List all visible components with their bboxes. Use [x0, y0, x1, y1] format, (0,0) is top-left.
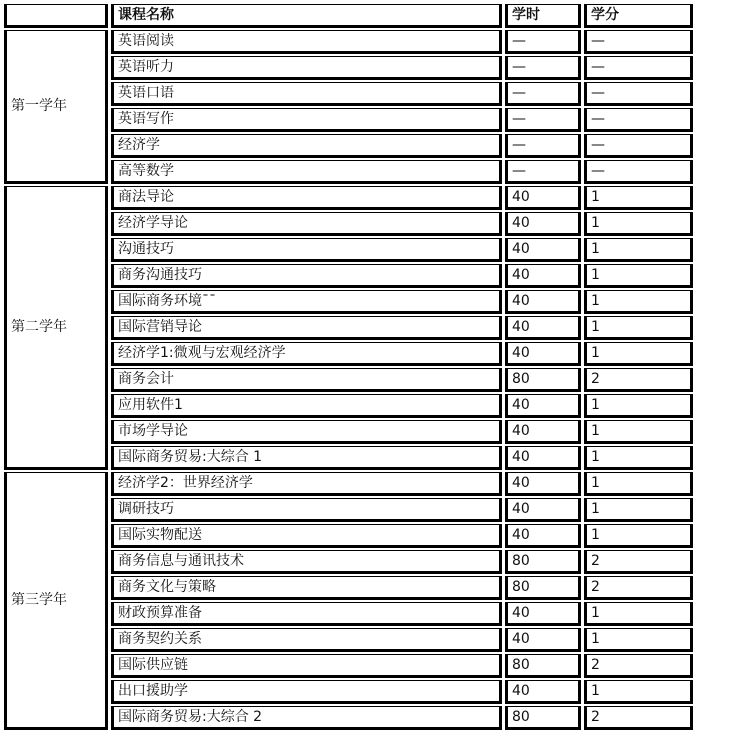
- credits-cell: —: [584, 108, 693, 132]
- table-row: [4, 186, 693, 210]
- credits-cell: 1: [584, 316, 693, 340]
- header-credits: 学分: [584, 4, 693, 28]
- course-name-cell: 沟通技巧: [111, 238, 502, 262]
- hours-cell: 40: [505, 446, 581, 470]
- hours-cell: 40: [505, 394, 581, 418]
- course-name-cell: 国际商务贸易:大综合 1: [111, 446, 502, 470]
- credits-cell: 1: [584, 680, 693, 704]
- course-name-cell: 高等数学: [111, 160, 502, 184]
- course-name-cell: 国际实物配送: [111, 524, 502, 548]
- hours-cell: 40: [505, 680, 581, 704]
- credits-cell: 1: [584, 342, 693, 366]
- course-name-cell: 经济学1:微观与宏观经济学: [111, 342, 502, 366]
- credits-cell: —: [584, 56, 693, 80]
- hours-cell: —: [505, 134, 581, 158]
- course-name-cell: 经济学2：世界经济学: [111, 472, 502, 496]
- credits-cell: —: [584, 82, 693, 106]
- credits-cell: —: [584, 134, 693, 158]
- credits-cell: 2: [584, 550, 693, 574]
- hours-cell: —: [505, 160, 581, 184]
- course-name-cell: 英语口语: [111, 82, 502, 106]
- hours-cell: 80: [505, 654, 581, 678]
- course-name-cell: 商务契约关系: [111, 628, 502, 652]
- hours-cell: —: [505, 108, 581, 132]
- credits-cell: 1: [584, 498, 693, 522]
- year-label: 第三学年: [4, 472, 108, 730]
- hours-cell: —: [505, 30, 581, 54]
- hours-cell: 80: [505, 576, 581, 600]
- credits-cell: 1: [584, 212, 693, 236]
- course-name-cell: 经济学: [111, 134, 502, 158]
- course-name-cell: 国际供应链: [111, 654, 502, 678]
- table-row: [4, 472, 693, 496]
- year-label: 第一学年: [4, 30, 108, 184]
- course-name-cell: 出口援助学: [111, 680, 502, 704]
- course-name-cell: 英语阅读: [111, 30, 502, 54]
- course-name-cell: 调研技巧: [111, 498, 502, 522]
- course-name-cell: 国际商务环境¯¯: [111, 290, 502, 314]
- hours-cell: 40: [505, 524, 581, 548]
- hours-cell: 40: [505, 186, 581, 210]
- credits-cell: 2: [584, 368, 693, 392]
- course-name-cell: 商法导论: [111, 186, 502, 210]
- course-name-cell: 商务沟通技巧: [111, 264, 502, 288]
- curriculum-table: [1, 2, 696, 732]
- year-label: 第二学年: [4, 186, 108, 470]
- credits-cell: —: [584, 160, 693, 184]
- course-name-cell: 英语写作: [111, 108, 502, 132]
- hours-cell: 40: [505, 472, 581, 496]
- hours-cell: 40: [505, 290, 581, 314]
- hours-cell: —: [505, 56, 581, 80]
- course-name-cell: 商务文化与策略: [111, 576, 502, 600]
- credits-cell: 1: [584, 420, 693, 444]
- credits-cell: 1: [584, 394, 693, 418]
- credits-cell: 1: [584, 628, 693, 652]
- credits-cell: 1: [584, 290, 693, 314]
- hours-cell: 40: [505, 420, 581, 444]
- credits-cell: 1: [584, 238, 693, 262]
- credits-cell: 1: [584, 264, 693, 288]
- credits-cell: 1: [584, 524, 693, 548]
- course-name-cell: 国际商务贸易:大综合 2: [111, 706, 502, 730]
- course-name-cell: 商务信息与通讯技术: [111, 550, 502, 574]
- credits-cell: 2: [584, 654, 693, 678]
- course-name-cell: 经济学导论: [111, 212, 502, 236]
- credits-cell: 1: [584, 602, 693, 626]
- header-row: [4, 4, 693, 28]
- hours-cell: 80: [505, 368, 581, 392]
- credits-cell: 1: [584, 186, 693, 210]
- credits-cell: 2: [584, 706, 693, 730]
- course-name-cell: 英语听力: [111, 56, 502, 80]
- course-name-cell: 应用软件1: [111, 394, 502, 418]
- hours-cell: 40: [505, 238, 581, 262]
- hours-cell: 40: [505, 316, 581, 340]
- hours-cell: 40: [505, 602, 581, 626]
- header-course-name: 课程名称: [111, 4, 502, 28]
- hours-cell: 40: [505, 628, 581, 652]
- hours-cell: 40: [505, 342, 581, 366]
- hours-cell: 80: [505, 550, 581, 574]
- hours-cell: 80: [505, 706, 581, 730]
- table-body: [4, 30, 693, 730]
- course-name-cell: 国际营销导论: [111, 316, 502, 340]
- hours-cell: 40: [505, 498, 581, 522]
- header-hours: 学时: [505, 4, 581, 28]
- credits-cell: 2: [584, 576, 693, 600]
- course-name-cell: 财政预算准备: [111, 602, 502, 626]
- credits-cell: 1: [584, 446, 693, 470]
- header-year: [4, 4, 108, 28]
- hours-cell: —: [505, 82, 581, 106]
- course-name-cell: 市场学导论: [111, 420, 502, 444]
- credits-cell: —: [584, 30, 693, 54]
- credits-cell: 1: [584, 472, 693, 496]
- table-row: [4, 30, 693, 54]
- hours-cell: 40: [505, 212, 581, 236]
- hours-cell: 40: [505, 264, 581, 288]
- course-name-cell: 商务会计: [111, 368, 502, 392]
